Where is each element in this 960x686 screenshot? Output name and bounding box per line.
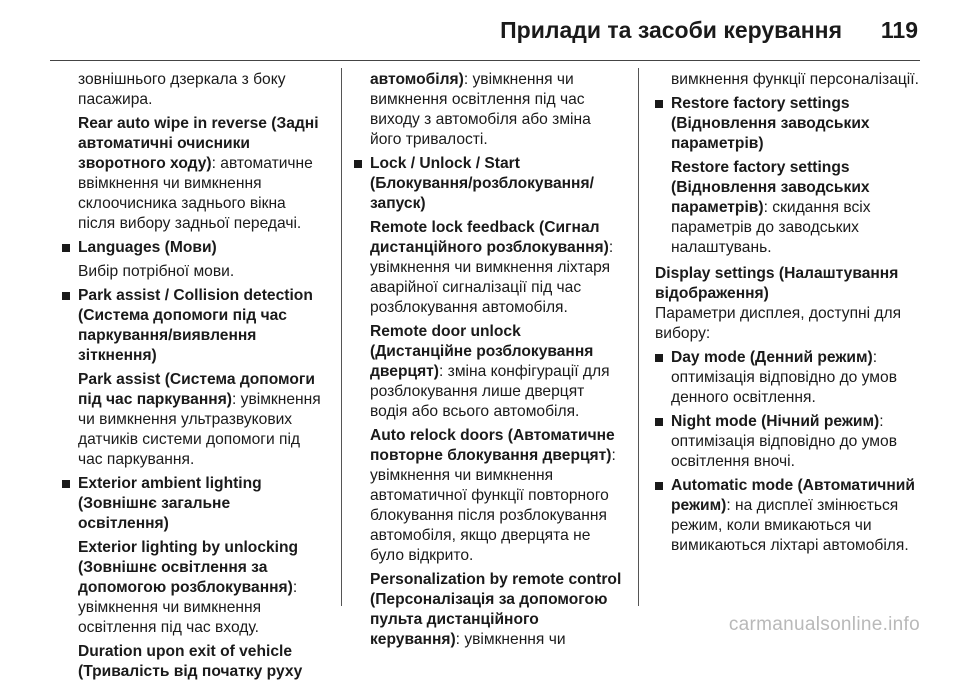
remote-lock-title: Remote lock feedback (Сигнал дистанційного розблокування) [370,219,609,256]
rear-wipe-title: Rear auto wipe in reverse (Задні автоматичні очисники зворотного ходу) [78,115,319,172]
column-2 [354,70,626,654]
duration-cont-text: : увімкнення чи вимкнення освітлення під час виходу з автомобіля або зміна його тривалості. [370,71,591,148]
display-settings-heading: Display settings (Налаштування відображення) [655,265,899,302]
bullet-icon [655,354,663,362]
restore-sub-title: Restore factory settings (Відновлення заводських параметрів) [671,159,870,216]
rear-wipe-text: : автоматичне ввімкнення чи вимкнення склоочисника заднього вікна після вибору задньої передачі. [78,155,313,232]
list-item-night-mode [655,412,923,472]
auto-title: Automatic mode (Автоматичний режим) [671,477,915,514]
park-title: Park assist / Collision detection (Система допомоги під час паркування/виявлення зіткнення) [78,287,313,364]
list-item-languages [62,238,324,282]
personalization-text: : увімкнення чи [455,631,566,648]
duration-cont-paragraph [370,70,626,150]
duration-cont-title: автомобіля) [370,71,464,88]
personalization-title: Personalization by remote control (Персоналізація за допомогою пульта дистанційного керування) [370,571,622,648]
bullet-icon [655,100,663,108]
day-title: Day mode (Денний режим) [671,349,873,366]
bullet-icon [62,292,70,300]
bullet-icon [62,480,70,488]
exterior-title: Exterior ambient lighting (Зовнішнє загальне освітлення) [78,475,262,532]
list-item-day-mode [655,348,923,408]
night-title: Night mode (Нічний режим) [671,413,880,430]
duration-title: Duration upon exit of vehicle (Тривалість від початку руху [78,643,303,680]
list-item-park-assist [62,286,324,470]
column-3 [655,70,923,560]
list-item-exterior-lighting [62,474,324,682]
park-sub-text: : увімкнення чи вимкнення ультразвукових датчиків системи допомоги під час паркування. [78,391,321,468]
page-header [0,0,960,62]
auto-relock-title: Auto relock doors (Автоматичне повторне блокування дверцят) [370,427,615,464]
restore-title: Restore factory settings (Відновлення заводських параметрів) [671,95,870,152]
page-title: Прилади та засоби керування [500,17,842,43]
auto-relock-text: : увімкнення чи вимкнення автоматичної функції повторного блокування після розблокування автомобіля, якщо дверцята не було відкрито. [370,447,616,564]
unlock-light-text: : увімкнення чи вимкнення освітлення під час входу. [78,579,298,636]
bullet-icon [354,160,362,168]
list-item-restore-factory [655,94,923,258]
remote-lock-text: : увімкнення чи вимкнення ліхтаря аварійної сигналізації під час розблокування автомобіля. [370,239,614,316]
auto-text: : на дисплеї змінюється режим, коли вмикаються чи вимикаються ліхтарі автомобіля. [671,497,909,554]
list-item-lock-unlock [354,154,626,650]
park-sub-title: Park assist (Система допомоги під час паркування) [78,371,315,408]
rear-wipe-paragraph [78,114,324,234]
column-divider-2 [638,68,639,606]
languages-text: Вибір потрібної мови. [78,263,235,280]
watermark: carmanualsonline.info [728,614,920,635]
list-item-automatic-mode [655,476,923,556]
remote-door-text: : зміна конфігурації для розблокування лише дверцят водія або всього автомобіля. [370,363,610,420]
night-text: : оптимізація відповідно до умов освітлення вночі. [671,413,897,470]
languages-title: Languages (Мови) [78,239,217,256]
column-1 [62,70,324,686]
unlock-light-title: Exterior lighting by unlocking (Зовнішнє освітлення за допомогою розблокування) [78,539,299,596]
bullet-icon [655,482,663,490]
remote-door-title: Remote door unlock (Дистанційне розблокування дверцят) [370,323,594,380]
day-text: : оптимізація відповідно до умов денного освітлення. [671,349,897,406]
personalization-cont-text: вимкнення функції персоналізації. [671,71,919,88]
restore-sub-text: : скидання всіх параметрів до заводських налаштувань. [671,199,871,256]
bullet-icon [62,244,70,252]
header-divider [50,60,920,61]
page-number: 119 [880,17,918,43]
bullet-icon [655,418,663,426]
column-divider-1 [341,68,342,606]
intro-text: зовнішнього дзеркала з боку пасажира. [78,71,286,108]
lock-title: Lock / Unlock / Start (Блокування/розблокування/запуск) [370,155,594,212]
display-settings-text: Параметри дисплея, доступні для вибору: [655,305,902,342]
